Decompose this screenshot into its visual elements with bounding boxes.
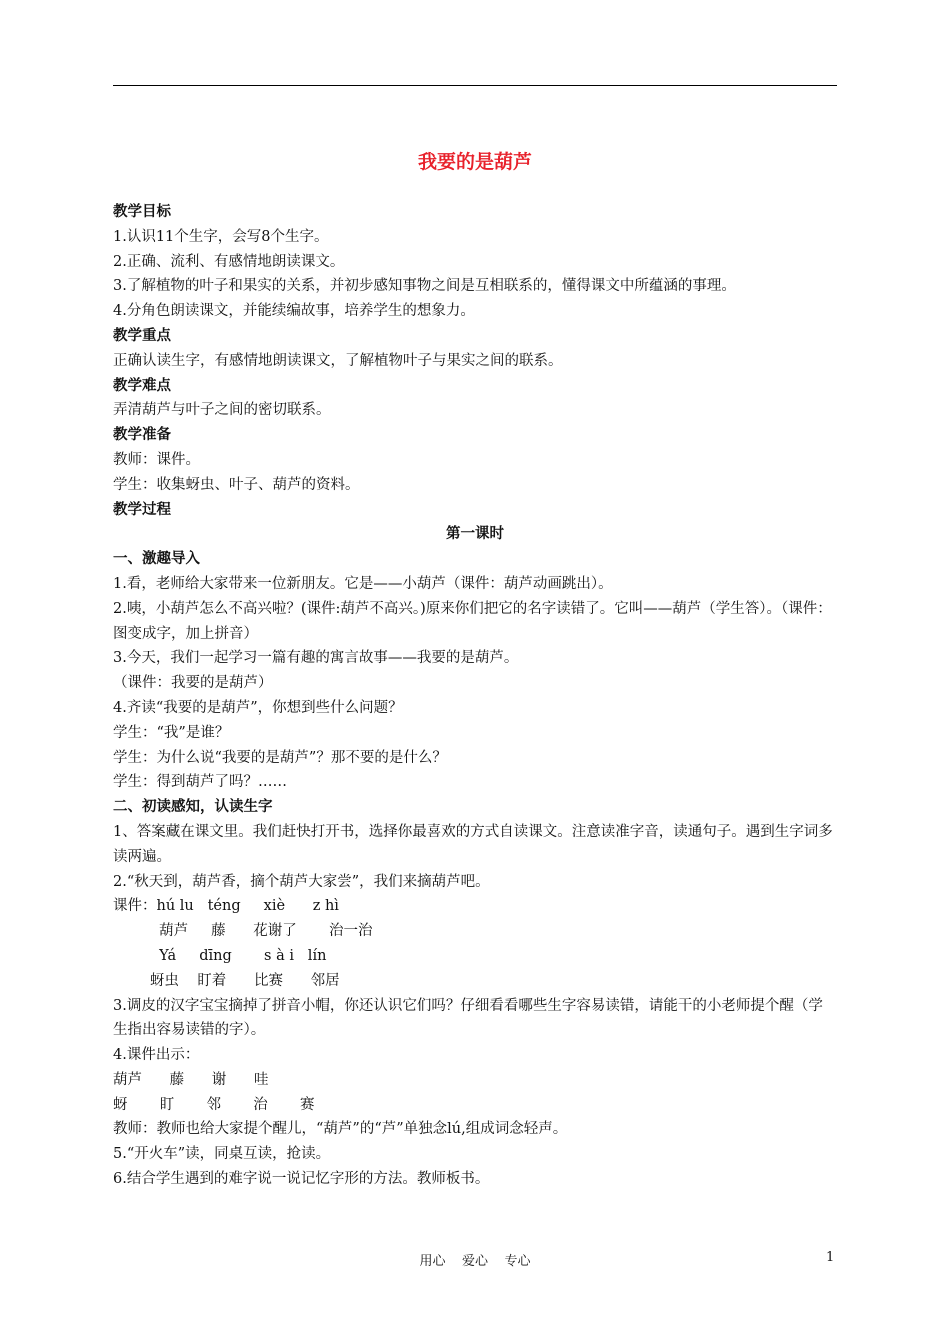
part1-heading: 一、激趣导入 <box>113 551 200 568</box>
chars-row: 蚜 盯 邻 治 赛 <box>113 1096 315 1113</box>
courseware-pinyin-row: Yá dīng s à i lín <box>113 947 327 964</box>
part2-item: 6.结合学生遇到的难字说一说记忆字形的方法。教师板书。 <box>113 1171 490 1188</box>
focus-text: 正确认读生字，有感情地朗读课文，了解植物叶子与果实之间的联系。 <box>113 352 563 369</box>
lesson-heading: 第一课时 <box>446 526 504 543</box>
process-heading: 教学过程 <box>113 501 171 518</box>
part2-item: 教师：教师也给大家提个醒儿，“葫芦”的“芦”单独念lú,组成词念轻声。 <box>113 1121 568 1138</box>
part2-heading: 二、初读感知，认读生字 <box>113 799 273 816</box>
part2-item: 4.课件出示： <box>113 1047 200 1064</box>
courseware-words-row: 葫芦 藤 花谢了 治一治 <box>113 923 373 940</box>
header-rule <box>113 85 837 86</box>
part1-item: 学生：得到葫芦了吗？…… <box>113 774 287 791</box>
document-title: 我要的是葫芦 <box>417 151 532 173</box>
chars-row: 葫芦 藤 谢 哇 <box>113 1071 269 1088</box>
difficulty-heading: 教学难点 <box>113 377 171 394</box>
part1-item: （课件：我要的是葫芦） <box>113 675 273 692</box>
part2-item: 2.“秋天到，葫芦香，摘个葫芦大家尝”，我们来摘葫芦吧。 <box>113 873 490 890</box>
part1-item: 1.看，老师给大家带来一位新朋友。它是——小葫芦（课件：葫芦动画跳出）。 <box>113 575 613 592</box>
part2-item: 3.调皮的汉字宝宝摘掉了拼音小帽，你还认识它们吗？仔细看看哪些生字容易读错，请能干的小老师提个醒（学生指出容易读错的字）。 <box>113 997 823 1039</box>
focus-heading: 教学重点 <box>113 327 171 344</box>
part2-item: 5.“开火车”读，同桌互读，抢读。 <box>113 1146 331 1163</box>
prep-teacher: 教师：课件。 <box>113 451 200 468</box>
goal-item: 4.分角色朗读课文，并能续编故事，培养学生的想象力。 <box>113 303 475 320</box>
prep-student: 学生：收集蚜虫、叶子、葫芦的资料。 <box>113 476 360 493</box>
courseware-pinyin-row: 课件：hú lu téng xiè z hì <box>113 898 339 915</box>
difficulty-text: 弄清葫芦与叶子之间的密切联系。 <box>113 402 331 419</box>
part1-item: 学生：为什么说“我要的是葫芦”？那不要的是什么？ <box>113 749 447 766</box>
document-body <box>113 200 837 1192</box>
part2-item: 1、答案藏在课文里。我们赶快打开书，选择你最喜欢的方式自读课文。注意读准字音，读通句子。遇到生字词多读两遍。 <box>113 823 833 865</box>
goals-heading: 教学目标 <box>113 204 171 220</box>
prep-heading: 教学准备 <box>113 427 171 444</box>
page-number: 1 <box>826 1250 835 1265</box>
part1-item: 2.咦，小葫芦怎么不高兴啦？(课件:葫芦不高兴。)原来你们把它的名字读错了。它叫——葫芦（学生答）。（课件：图变成字，加上拼音） <box>113 600 832 642</box>
goal-item: 2.正确、流利、有感情地朗读课文。 <box>113 253 345 270</box>
goal-item: 1.认识11个生字，会写8个生字。 <box>113 228 329 245</box>
part1-item: 4.齐读“我要的是葫芦”，你想到些什么问题？ <box>113 699 403 716</box>
footer-motto: 用心 爱心 专心 <box>419 1254 531 1269</box>
part1-item: 学生：“我”是谁？ <box>113 724 230 741</box>
part1-item: 3.今天，我们一起学习一篇有趣的寓言故事——我要的是葫芦。 <box>113 650 519 667</box>
goal-item: 3.了解植物的叶子和果实的关系，并初步感知事物之间是互相联系的，懂得课文中所蕴涵的事理。 <box>113 278 736 295</box>
courseware-words-row: 蚜虫 盯着 比赛 邻居 <box>113 972 340 989</box>
